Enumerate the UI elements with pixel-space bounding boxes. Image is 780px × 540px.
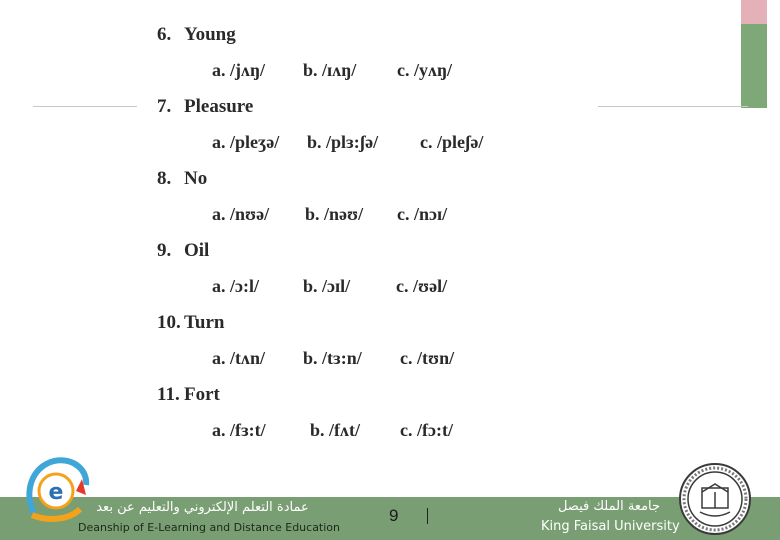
- divider-left: [33, 106, 137, 107]
- option-a: a. /tʌn/: [212, 348, 266, 368]
- option-c: c. /pleʃə/: [420, 132, 484, 152]
- option-b: b. /tɜ:n/: [303, 348, 362, 368]
- option-a: a. /ɔ:l/: [212, 276, 259, 296]
- option-b: b. /ɔɪl/: [303, 276, 351, 296]
- question-8: [157, 168, 207, 190]
- deanship-arabic: عمادة التعلم الإلكتروني والتعليم عن بعد: [96, 500, 309, 515]
- question-6: [157, 24, 236, 46]
- question-word: Young: [184, 24, 236, 45]
- svg-text:e: e: [48, 480, 64, 505]
- question-number: 9.: [157, 240, 172, 261]
- question-word: Pleasure: [184, 96, 254, 117]
- option-c: c. /yʌŋ/: [397, 60, 453, 80]
- page-number: 9: [389, 506, 399, 525]
- elearning-logo-icon: [24, 455, 90, 525]
- question-word: Oil: [184, 240, 210, 261]
- option-a: a. /nʊə/: [212, 204, 270, 224]
- deanship-english: Deanship of E-Learning and Distance Education: [78, 521, 341, 534]
- option-c: c. /ʊəl/: [396, 276, 448, 296]
- option-c: c. /nɔɪ/: [397, 204, 448, 224]
- page-separator: [427, 508, 428, 524]
- question-7: [157, 96, 253, 118]
- option-c: c. /tʊn/: [400, 348, 455, 368]
- option-b: b. /ɪʌŋ/: [303, 60, 357, 80]
- question-word: Fort: [184, 384, 220, 405]
- question-number: 7.: [157, 96, 172, 117]
- question-word: No: [184, 168, 208, 189]
- university-seal-icon: [678, 462, 752, 536]
- option-b: b. /nəʊ/: [305, 204, 364, 224]
- option-b: b. /fʌt/: [310, 420, 361, 440]
- question-11: [157, 384, 220, 406]
- corner-accent-pink: [741, 0, 767, 24]
- question-number: 10.: [157, 312, 181, 333]
- corner-accent-green: [741, 24, 767, 108]
- divider-right: [598, 106, 748, 107]
- option-a: a. /fɜ:t/: [212, 420, 266, 440]
- question-9: [157, 240, 209, 262]
- university-arabic: جامعة الملك فيصل: [557, 499, 661, 514]
- option-c: c. /fɔ:t/: [400, 420, 453, 440]
- question-number: 11.: [157, 384, 180, 405]
- question-word: Turn: [184, 312, 225, 333]
- option-b: b. /plɜ:ʃə/: [307, 132, 379, 152]
- option-a: a. /pleʒə/: [212, 132, 280, 152]
- question-10: [157, 312, 225, 334]
- option-a: a. /jʌŋ/: [212, 60, 266, 80]
- university-english: King Faisal University: [541, 519, 680, 534]
- question-number: 8.: [157, 168, 172, 189]
- question-number: 6.: [157, 24, 172, 45]
